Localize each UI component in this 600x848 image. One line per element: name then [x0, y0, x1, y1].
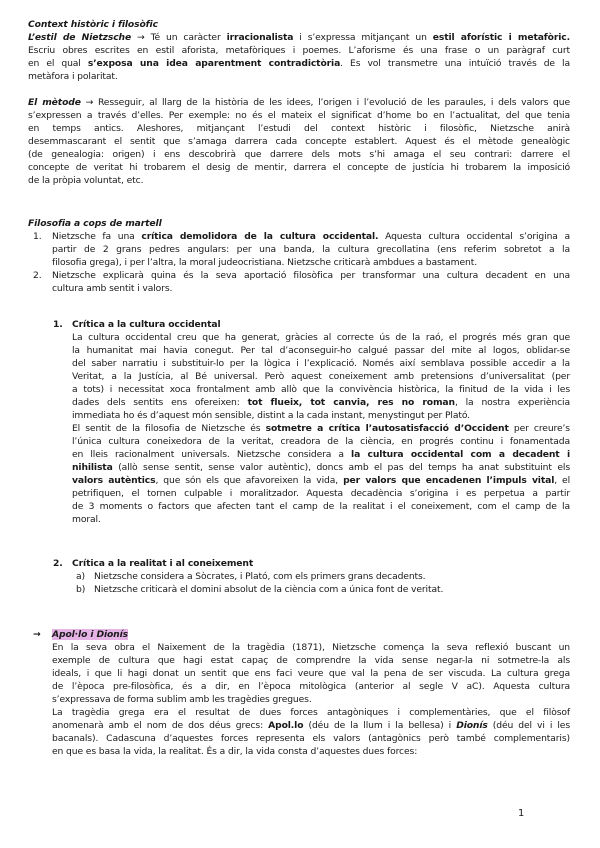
text-span: per creure’s — [508, 423, 570, 434]
estil-label: L’estil de Nietzsche — [28, 32, 132, 43]
realitat-item-b: Nietzsche criticarà el domini absolut de la ciència com a única font de veritat. — [94, 584, 444, 595]
list-number: 1. — [33, 231, 42, 242]
apollo-line-3: ideals, i que li hagi donat un sentit que ens faci veure que val la pena de ser viscuda. La cultura grega — [52, 668, 570, 679]
apollo-line-2: exemple de cultura que hagi estat capaç de comprendre la vida sense negar-la ni sotmetre-la als — [52, 655, 570, 666]
metode-line-4: desemmascarant el sentit que s’amaga darrera cada concepte establert. Aquest és el mètode genealògic — [28, 136, 570, 147]
critica-line-13: petrifiquen, el tornen culpable i moralitzador. Aquesta decadència s’origina i es perpetua a partir — [72, 488, 570, 499]
apollo-line-8: bacanals). Cadascuna d’aquestes forces representa els valors (antagònics però també complementaris) — [52, 733, 570, 744]
text-span: (déu del vi i les — [487, 720, 571, 731]
text-span: (déu de la llum i la bellesa) i — [303, 720, 457, 731]
critica-line-7: immediata ho és d’aquest món sensible, distint a la cada instant, menystingut per Plató. — [72, 410, 470, 421]
critica-line-9: l’única cultura coneixedora de la veritat, creadora de la ciència, en progrés continu i fonamentada — [72, 436, 570, 447]
list-letter: a) — [76, 571, 85, 582]
bold-span: sotmetre a crítica l’autosatisfacció d’Occident — [265, 423, 509, 434]
arrow-icon: → — [33, 629, 41, 640]
apollo-line-1: En la seva obra el Naixement de la tragèdia (1871), Nietzsche comença la seva reflexió buscant un — [52, 642, 570, 653]
apollo-line-6: La tragèdia grega era el resultat de dues forces antagòniques i complementàries, que el filòsof — [52, 707, 570, 718]
realitat-heading: Crítica a la realitat i al coneixement — [72, 558, 254, 569]
martell-item-1-line-2: partir de 2 grans pedres angulars: per una banda, la cultura grecollatina (ens referim sobretot a la — [52, 244, 570, 255]
bold-span: tot flueix, tot canvia, res no roman — [247, 397, 455, 408]
text-span: Té un caràcter — [150, 32, 227, 43]
critica-heading: Crítica a la cultura occidental — [72, 319, 221, 330]
critica-line-14: de 3 moments o factors que afecten tant el camp de la realitat i el coneixement, com el camp de la — [72, 501, 570, 512]
text-span: (allò sense sentit, sense valor autèntic), doncs amb el pas del temps ha anat substituint els — [112, 462, 570, 473]
bold-span: irracionalista — [226, 32, 294, 43]
text-span: , que són els que afavoreixen la vida, — [155, 475, 344, 486]
arrow-icon: → — [80, 97, 98, 108]
critica-line-10 — [72, 449, 570, 461]
metode-line-5: (de genealogia: origen) i ens descobrirà que darrere dels mots s’hi amaga el seu contrari: darrere el — [28, 149, 570, 160]
text-span: Nietzsche fa una — [52, 231, 142, 242]
martell-item-1-line-1 — [52, 231, 570, 243]
bold-span: valors autèntics — [72, 475, 156, 486]
critica-line-8 — [72, 423, 570, 435]
apollo-line-7 — [52, 720, 570, 732]
list-letter: b) — [76, 584, 86, 595]
text-span: en el qual — [28, 58, 88, 69]
martell-item-2-line-1: Nietzsche explicarà quina és la seva aportació filosòfica per transformar una cultura decadent en una — [52, 270, 570, 281]
text-span: i s’expressa mitjançant un — [293, 32, 433, 43]
estil-line-1 — [28, 32, 570, 44]
critica-line-1: La cultura occidental creu que ha generat, gràcies al correcte ús de la raó, el progrés més gran que — [72, 332, 570, 343]
metode-line-7: de la pròpia voluntat, etc. — [28, 175, 144, 186]
context-heading: Context històric i filosòfic — [28, 19, 158, 30]
text-span: . Es vol transmetre una intuïció través de la — [340, 58, 570, 69]
text-span: , la nostra experiència — [454, 397, 570, 408]
list-number: 2. — [53, 558, 63, 569]
bold-span: per valors que encadenen l’impuls vital — [343, 475, 555, 486]
realitat-item-a: Nietzsche considera a Sòcrates, i Plató, com els primers grans decadents. — [94, 571, 426, 582]
critica-line-2: la humanitat mai havia conegut. Per tal d’aconseguir-ho calgué passar del mite al logos, oblidar-se — [72, 345, 570, 356]
bold-span: s’exposa una idea aparentment contradictòria — [87, 58, 341, 69]
page-number: 1 — [518, 808, 525, 819]
apollo-heading-highlight: Apol·lo i Dionís — [52, 629, 128, 640]
critica-line-6 — [72, 397, 570, 409]
text-span: anomenarà amb el nom de dos déus grecs: — [52, 720, 269, 731]
critica-line-11 — [72, 462, 570, 474]
list-number: 2. — [33, 270, 42, 281]
apollo-line-5: s’expressava de forma sublim amb les tragèdies gregues. — [52, 694, 312, 705]
metode-label: El mètode — [28, 97, 81, 108]
list-number: 1. — [53, 319, 63, 330]
apollo-line-4: de l’època pre-filosòfica, és a dir, en l’època mitològica (anterior al segle V aC). Aquesta cultura — [52, 681, 570, 692]
text-span: , el — [554, 475, 570, 486]
arrow-icon: → — [131, 32, 151, 43]
critica-line-12 — [72, 475, 570, 487]
critica-line-15: moral. — [72, 514, 101, 525]
apollo-heading — [52, 629, 128, 641]
text-span: Aquesta cultura occidental s’origina a — [378, 231, 570, 242]
text-span: El sentit de la filosofia de Nietzsche és — [72, 423, 266, 434]
martell-item-1-line-3: filosofia grega), i per l’altra, la moral judeocristiana. Nietzsche criticarà ambdues a bastament. — [52, 257, 478, 268]
text-span: en lleis racionalment universals. Nietzsche considera a — [72, 449, 352, 460]
text-span: dades dels sentits ens ofereixen: — [72, 397, 248, 408]
martell-item-2-line-2: cultura amb sentit i valors. — [52, 283, 173, 294]
critica-line-5: a tots) i necessitat xoca frontalment amb allò que la convivència històrica, la finitud de la vida i les — [72, 384, 570, 395]
estil-line-3 — [28, 58, 570, 70]
metode-line-6: concepte de veritat hi trobarem el desig de mentir, darrera el concepte de justícia hi trobarem la imposició — [28, 162, 570, 173]
martell-heading: Filosofia a cops de martell — [28, 218, 162, 229]
bold-span: crítica demolidora de la cultura occidental. — [141, 231, 379, 242]
bold-span: la cultura occidental com a decadent i — [351, 449, 570, 460]
metode-line-1 — [28, 97, 570, 109]
text-span: Resseguir, al llarg de la història de les idees, l’origen i l’evolució de les paraules, i dels valors que — [97, 97, 570, 108]
estil-line-2: Escriu obres escrites en estil aforista, metafòriques i poemes. L’aforisme és una frase o un paràgraf curt — [28, 45, 570, 56]
bold-span: estil aforístic i metafòric. — [432, 32, 570, 43]
bold-span: nihilista — [72, 462, 113, 473]
estil-line-4: metàfora i polaritat. — [28, 71, 118, 82]
critica-line-3: del saber narratiu i substituir-lo per la lògica i l’explicació. Només així semblava possible accedir a la — [72, 358, 570, 369]
metode-line-3: en temps antics. Aleshores, mitjançant l’estudi del context històric i filosòfic, Nietzsche anirà — [28, 123, 570, 134]
metode-line-2: s’expressen a través d’elles. Per exemple: no és el mateix el significat d’home bo en l’actualitat, del que tenia — [28, 110, 570, 121]
apollo-line-9: en que es basa la vida, la realitat. És a dir, la vida consta d’aquestes dues forces: — [52, 746, 418, 757]
bold-span: Apol.lo — [268, 720, 304, 731]
critica-line-4: Veritat, a la Justícia, al Bé universal. Però aquest coneixement amb pretensions d’universalitat (per — [72, 371, 570, 382]
bold-span: Dionís — [456, 720, 488, 731]
